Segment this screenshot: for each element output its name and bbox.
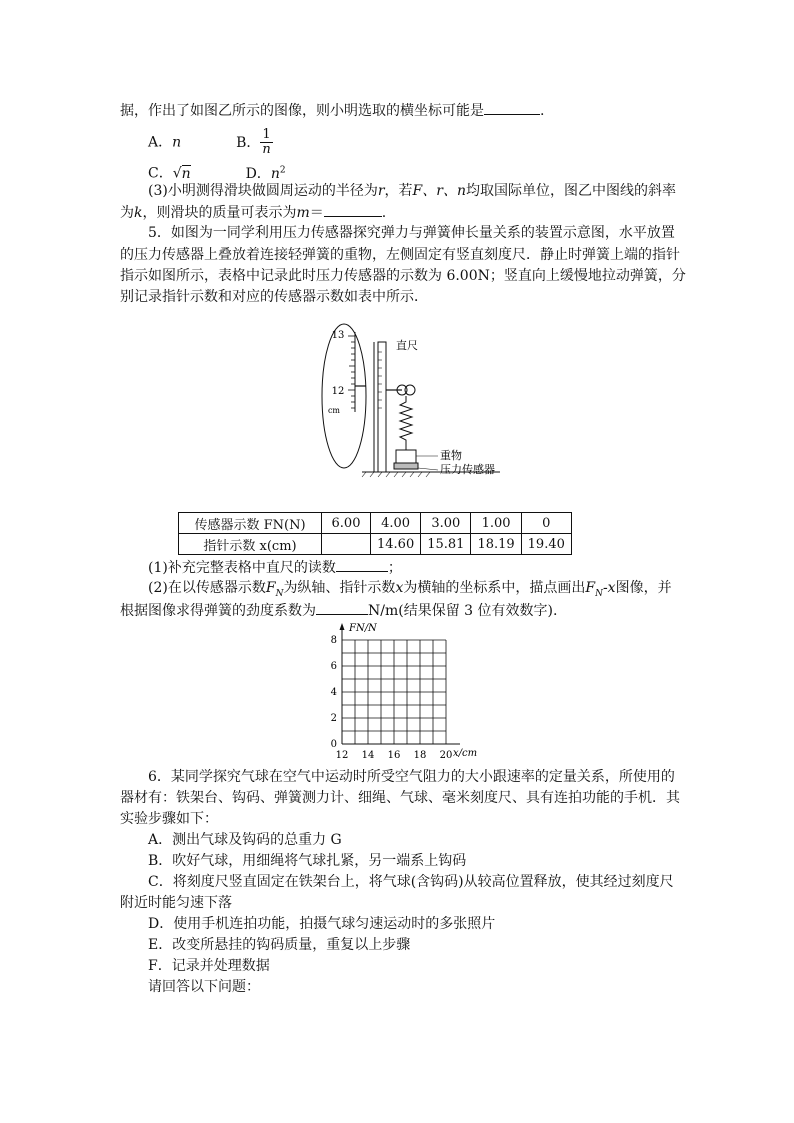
scale-label-12: 12 xyxy=(331,386,345,397)
scale-unit: cm xyxy=(327,406,341,415)
q5-line1: 5．如图为一同学利用压力传感器探究弹力与弹簧伸长量关系的装置示意图，水平放置 xyxy=(148,225,675,241)
table-cell: 15.81 xyxy=(421,534,471,555)
pressure-sensor xyxy=(394,463,418,469)
x-axis-label: x/cm xyxy=(453,748,478,759)
x-tick: 16 xyxy=(387,750,401,761)
q5-part2-line1: (2)在以传感器示数$F_N$为纵轴、指针示数x为横轴的坐标系中，描点画出$F_N-x$图像，并 xyxy=(148,580,672,599)
q5-blank-reading[interactable] xyxy=(336,557,388,572)
x-tick: 20 xyxy=(439,750,453,761)
q5-part2-line2: 根据图像求得弹簧的劲度系数为 N/m(结果保留 3 位有效数字). xyxy=(120,600,557,621)
q5-line3: 指示如图所示，表格中记录此时压力传感器的示数为 6.00N；竖直向上缓慢地拉动弹簧，分 xyxy=(120,268,686,284)
q4-part3-line2: 为k，则滑块的质量可表示为m＝ . xyxy=(120,202,386,223)
q6-step-d: D．使用手机连拍功能，拍摄气球匀速运动时的多张照片 xyxy=(148,916,496,932)
q5-blank-k[interactable] xyxy=(316,600,368,615)
x-tick: 12 xyxy=(335,750,349,761)
q6-line1: 6．某同学探究气球在空气中运动时所受空气阻力的大小跟速率的定量关系，所使用的 xyxy=(148,769,675,785)
table-cell: 14.60 xyxy=(371,534,421,555)
q5-part1: (1)补充完整表格中直尺的读数 ； xyxy=(148,557,402,578)
option-a[interactable]: A．n xyxy=(148,134,182,151)
table-cell: 3.00 xyxy=(421,513,471,534)
table-cell: 6.00 xyxy=(322,513,371,534)
y-axis-arrow-icon xyxy=(340,623,345,630)
q6-step-c2: 附近时能匀速下落 xyxy=(120,895,232,911)
q4-blank1[interactable] xyxy=(484,100,540,115)
q6-step-a: A．测出气球及钩码的总重力 G xyxy=(148,832,342,848)
table-cell-blank[interactable] xyxy=(322,534,371,555)
q4-blank-mass[interactable] xyxy=(324,202,382,217)
table-cell: 18.19 xyxy=(471,534,521,555)
option-b[interactable]: B． $\frac{1}{n}$ xyxy=(236,127,271,157)
y-axis-label: FN/N xyxy=(349,623,377,634)
table-cell: 0 xyxy=(521,513,571,534)
sqrt-symbol-icon: √ xyxy=(172,165,182,182)
y-tick: 8 xyxy=(330,635,337,646)
q6-line3: 实验步骤如下： xyxy=(120,811,218,827)
table-row xyxy=(179,513,572,534)
q6-step-e: E．改变所悬挂的钩码质量，重复以上步骤 xyxy=(148,937,411,953)
fn-x-grid-graph xyxy=(328,620,478,761)
scale-ticks xyxy=(348,336,355,408)
q6-line2: 器材有：铁架台、钩码、弹簧测力计、细绳、气球、毫米刻度尺、具有连拍功能的手机．其 xyxy=(120,790,680,806)
spring-icon xyxy=(400,396,412,450)
weight-block xyxy=(396,450,416,463)
sensor-label: 压力传感器 xyxy=(440,463,495,476)
apparatus-figure xyxy=(310,312,530,480)
q4-options-ab xyxy=(148,128,273,157)
row2-header: 指针示数 x(cm) xyxy=(179,534,322,555)
q4-part3-line1: (3)小明测得滑块做圆周运动的半径为r，若F、r、n均取国际单位，图乙中图线的斜率 xyxy=(148,183,676,199)
table-row xyxy=(179,534,572,555)
q4-line1: 据，作出了如图乙所示的图像，则小明选取的横坐标可能是 . xyxy=(120,100,544,121)
option-c[interactable]: C．√n xyxy=(148,165,191,182)
x-tick: 14 xyxy=(361,750,375,761)
vertical-ruler xyxy=(378,342,386,472)
q6-step-b: B．吹好气球，用细绳将气球扎紧，另一端系上钩码 xyxy=(148,853,467,869)
y-tick: 6 xyxy=(330,661,337,672)
q5-line2: 的压力传感器上叠放着连接轻弹簧的重物，左侧固定有竖直刻度尺．静止时弹簧上端的指针 xyxy=(120,247,680,263)
q6-step-f: F．记录并处理数据 xyxy=(148,958,270,974)
table-cell: 1.00 xyxy=(471,513,521,534)
q6-prompt: 请回答以下问题： xyxy=(148,979,260,995)
table-cell: 4.00 xyxy=(371,513,421,534)
data-table xyxy=(178,512,572,555)
q5-line4: 别记录指针示数和对应的传感器示数如表中所示． xyxy=(120,289,428,305)
weight-label: 重物 xyxy=(440,449,462,462)
ruler-label: 直尺 xyxy=(396,339,418,352)
fraction-1-over-n: $\frac{1}{n}$ xyxy=(262,127,271,157)
x-tick: 18 xyxy=(413,750,427,761)
scale-label-13: 13 xyxy=(331,330,345,341)
table-cell: 19.40 xyxy=(521,534,571,555)
q6-step-c1: C．将刻度尺竖直固定在铁架台上，将气球(含钩码)从较高位置释放，使其经过刻度尺 xyxy=(148,874,674,890)
row1-header: 传感器示数 FN(N) xyxy=(179,513,322,534)
option-d[interactable]: D．$n^2$ xyxy=(245,165,286,182)
y-tick: 0 xyxy=(330,739,337,750)
y-tick: 4 xyxy=(330,687,337,698)
y-tick: 2 xyxy=(330,713,337,724)
